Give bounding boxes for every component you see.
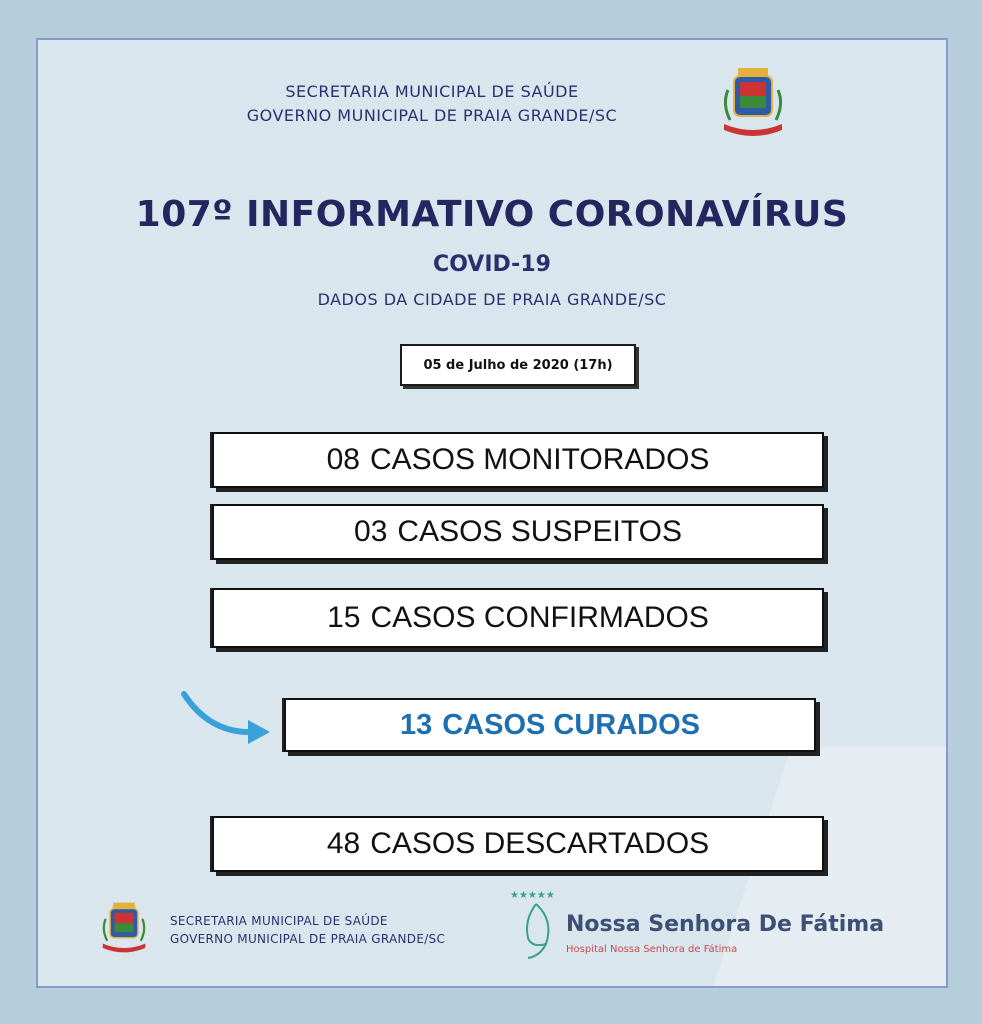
stat-number: 08: [326, 443, 360, 476]
header-line-2: GOVERNO MUNICIPAL DE PRAIA GRANDE/SC: [246, 106, 618, 125]
footer-text: [170, 912, 445, 948]
date-box: [400, 344, 636, 386]
stat-number: 13: [399, 708, 433, 741]
header-line-1: SECRETARIA MUNICIPAL DE SAÚDE: [285, 82, 579, 101]
hospital-logo-icon: [506, 886, 566, 966]
footer-line-2: GOVERNO MUNICIPAL DE PRAIA GRANDE/SC: [170, 932, 446, 946]
arrow-icon: [180, 688, 274, 750]
stat-label: CASOS SUSPEITOS: [397, 515, 682, 548]
stat-discarded: [212, 816, 824, 872]
svg-text:★★★★★: ★★★★★: [510, 890, 555, 901]
hospital-name: Nossa Senhora De Fátima: [566, 912, 885, 937]
stat-label: CASOS CURADOS: [442, 708, 701, 741]
stat-cured: [284, 698, 816, 752]
footer-line-1: SECRETARIA MUNICIPAL DE SAÚDE: [170, 914, 388, 928]
stat-suspected: [212, 504, 824, 560]
covid-subtitle: COVID-19: [433, 252, 551, 277]
stat-monitored: [212, 432, 824, 488]
stat-number: 15: [327, 601, 361, 634]
stat-confirmed: [212, 588, 824, 648]
bulletin-title: 107º INFORMATIVO CORONAVÍRUS: [135, 194, 849, 235]
stat-label: CASOS DESCARTADOS: [370, 827, 710, 860]
stat-label: CASOS CONFIRMADOS: [370, 601, 709, 634]
date-text: 05 de Julho de 2020 (17h): [423, 357, 613, 373]
city-data-subtitle: DADOS DA CIDADE DE PRAIA GRANDE/SC: [317, 290, 667, 309]
stat-number: 48: [326, 827, 361, 860]
stat-label: CASOS MONITORADOS: [369, 443, 710, 476]
hospital-subtitle: Hospital Nossa Senhora de Fátima: [566, 944, 738, 955]
info-panel: [36, 38, 948, 988]
stat-number: 03: [354, 515, 388, 548]
municipal-crest-icon: [712, 64, 794, 144]
footer-crest-icon: [94, 898, 154, 960]
